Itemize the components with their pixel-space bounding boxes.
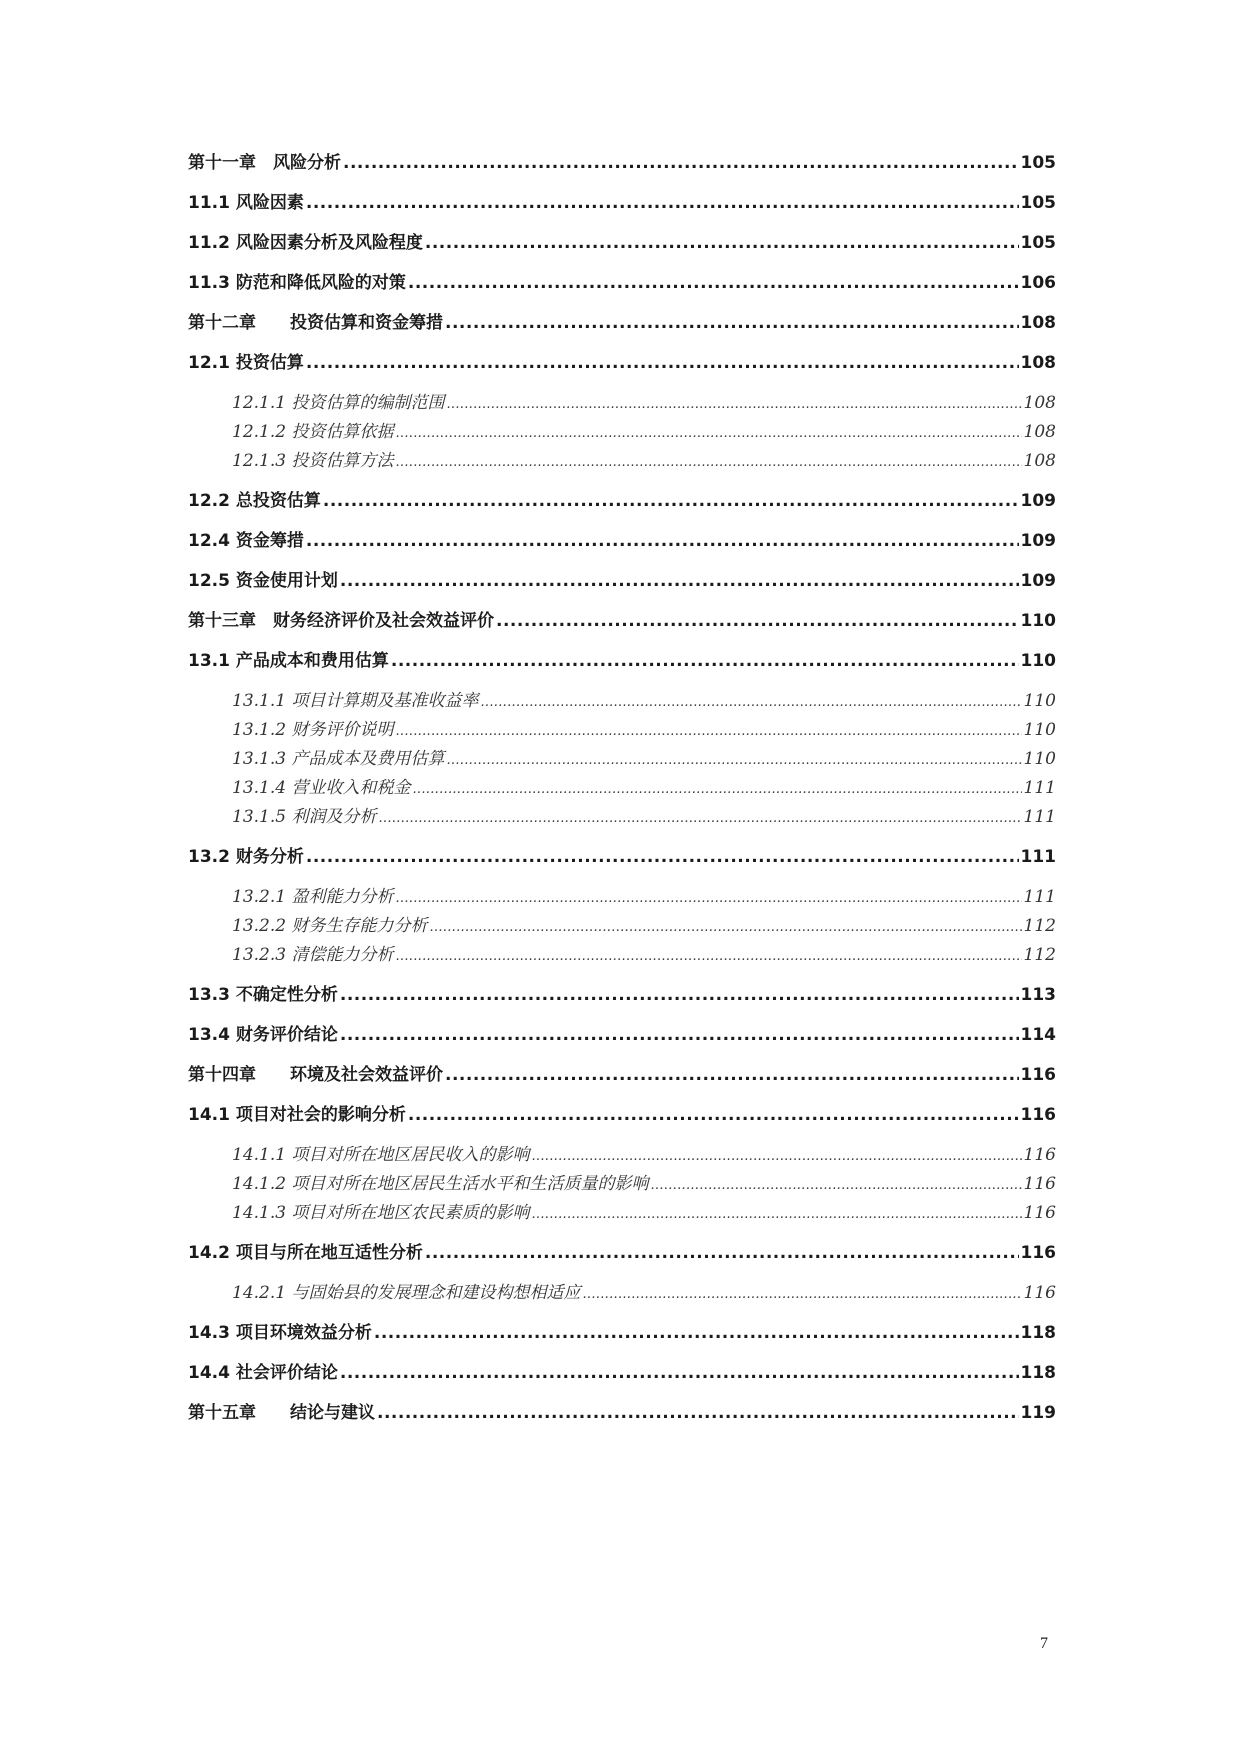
toc-section[interactable] — [188, 982, 1056, 1008]
toc-entry-page: 109 — [1020, 571, 1056, 591]
toc-entry-title: 13.2.3 清偿能力分析 — [232, 945, 394, 965]
toc-entry-page: 116 — [1023, 1174, 1056, 1194]
toc-entry-title: 13.4 财务评价结论 — [188, 1025, 338, 1045]
toc-entry-title: 11.3 防范和降低风险的对策 — [188, 273, 406, 293]
toc-dot-leader — [340, 1022, 1019, 1048]
toc-entry-page: 114 — [1020, 1025, 1056, 1045]
toc-entry-title: 第十四章 环境及社会效益评价 — [188, 1065, 443, 1085]
toc-entry-title: 13.2.2 财务生存能力分析 — [232, 916, 428, 936]
toc-subentry[interactable] — [188, 390, 1056, 416]
toc-entry-title: 第十三章 财务经济评价及社会效益评价 — [188, 611, 494, 631]
toc-entry-title: 第十二章 投资估算和资金筹措 — [188, 313, 443, 333]
toc-dot-leader — [395, 886, 1021, 912]
toc-entry-page: 111 — [1023, 807, 1056, 827]
toc-entry-page: 108 — [1020, 313, 1056, 333]
toc-entry-page: 110 — [1023, 720, 1056, 740]
page-number: 7 — [1040, 1635, 1048, 1652]
toc-entry-title: 14.1.3 项目对所在地区农民素质的影响 — [232, 1203, 530, 1223]
toc-entry-page: 108 — [1023, 393, 1056, 413]
toc-subentry[interactable] — [188, 1142, 1056, 1168]
toc-entry-page: 116 — [1023, 1145, 1056, 1165]
toc-entry-title: 13.2 财务分析 — [188, 847, 304, 867]
toc-section[interactable] — [188, 1320, 1056, 1346]
toc-entry-page: 118 — [1020, 1363, 1056, 1383]
toc-dot-leader — [306, 350, 1019, 376]
toc-dot-leader — [408, 270, 1019, 296]
toc-chapter[interactable] — [188, 1400, 1056, 1426]
toc-entry-page: 116 — [1020, 1065, 1056, 1085]
toc-subentry[interactable] — [188, 688, 1056, 714]
toc-section[interactable] — [188, 1240, 1056, 1266]
toc-section[interactable] — [188, 1102, 1056, 1128]
toc-entry-page: 112 — [1023, 916, 1056, 936]
toc-dot-leader — [323, 488, 1019, 514]
toc-entry-page: 105 — [1020, 153, 1056, 173]
toc-dot-leader — [306, 844, 1019, 870]
toc-entry-title: 14.1.1 项目对所在地区居民收入的影响 — [232, 1145, 530, 1165]
toc-dot-leader — [343, 150, 1019, 176]
toc-section[interactable] — [188, 1022, 1056, 1048]
toc-entry-title: 13.1.1 项目计算期及基准收益率 — [232, 691, 479, 711]
toc-entry-title: 13.1.3 产品成本及费用估算 — [232, 749, 445, 769]
toc-section[interactable] — [188, 568, 1056, 594]
toc-dot-leader — [391, 648, 1019, 674]
toc-dot-leader — [395, 944, 1021, 970]
toc-entry-page: 110 — [1023, 749, 1056, 769]
toc-subentry[interactable] — [188, 913, 1056, 939]
toc-subentry[interactable] — [188, 1200, 1056, 1226]
toc-subentry[interactable] — [188, 775, 1056, 801]
toc-dot-leader — [445, 310, 1019, 336]
toc-dot-leader — [408, 1102, 1019, 1128]
toc-entry-page: 108 — [1023, 422, 1056, 442]
toc-entry-page: 118 — [1020, 1323, 1056, 1343]
toc-entry-page: 109 — [1020, 491, 1056, 511]
toc-section[interactable] — [188, 844, 1056, 870]
toc-subentry[interactable] — [188, 448, 1056, 474]
toc-entry-page: 116 — [1020, 1105, 1056, 1125]
toc-subentry[interactable] — [188, 746, 1056, 772]
toc-dot-leader — [446, 392, 1021, 418]
toc-entry-page: 110 — [1020, 651, 1056, 671]
toc-dot-leader — [496, 608, 1019, 634]
toc-dot-leader — [395, 421, 1021, 447]
toc-entry-title: 12.2 总投资估算 — [188, 491, 321, 511]
toc-entry-page: 106 — [1020, 273, 1056, 293]
toc-entry-title: 12.4 资金筹措 — [188, 531, 304, 551]
toc-dot-leader — [395, 450, 1021, 476]
toc-dot-leader — [395, 719, 1021, 745]
toc-dot-leader — [412, 777, 1021, 803]
toc-entry-page: 116 — [1023, 1283, 1056, 1303]
toc-section[interactable] — [188, 528, 1056, 554]
toc-entry-page: 105 — [1020, 233, 1056, 253]
toc-dot-leader — [306, 528, 1019, 554]
toc-subentry[interactable] — [188, 1171, 1056, 1197]
toc-entry-title: 13.1.2 财务评价说明 — [232, 720, 394, 740]
toc-entry-title: 13.1 产品成本和费用估算 — [188, 651, 389, 671]
toc-subentry[interactable] — [188, 717, 1056, 743]
toc-dot-leader — [445, 1062, 1019, 1088]
toc-entry-title: 12.1.3 投资估算方法 — [232, 451, 394, 471]
toc-dot-leader — [446, 748, 1021, 774]
toc-dot-leader — [531, 1144, 1021, 1170]
toc-entry-title: 14.1.2 项目对所在地区居民生活水平和生活质量的影响 — [232, 1174, 649, 1194]
toc-subentry[interactable] — [188, 804, 1056, 830]
toc-entry-title: 12.1.1 投资估算的编制范围 — [232, 393, 445, 413]
toc-entry-page: 110 — [1023, 691, 1056, 711]
toc-subentry[interactable] — [188, 884, 1056, 910]
toc-chapter[interactable] — [188, 150, 1056, 176]
toc-entry-page: 111 — [1023, 778, 1056, 798]
toc-entry-title: 13.3 不确定性分析 — [188, 985, 338, 1005]
toc-entry-title: 第十一章 风险分析 — [188, 153, 341, 173]
toc-dot-leader — [425, 230, 1019, 256]
toc-entry-title: 13.2.1 盈利能力分析 — [232, 887, 394, 907]
toc-chapter[interactable] — [188, 310, 1056, 336]
toc-section[interactable] — [188, 488, 1056, 514]
toc-dot-leader — [340, 1360, 1019, 1386]
toc-entry-title: 第十五章 结论与建议 — [188, 1403, 375, 1423]
toc-subentry[interactable] — [188, 1280, 1056, 1306]
toc-entry-page: 116 — [1020, 1243, 1056, 1263]
toc-entry-title: 13.1.4 营业收入和税金 — [232, 778, 411, 798]
toc-entry-title: 13.1.5 利润及分析 — [232, 807, 377, 827]
toc-entry-title: 11.1 风险因素 — [188, 193, 304, 213]
toc-entry-title: 12.5 资金使用计划 — [188, 571, 338, 591]
toc-entry-title: 14.4 社会评价结论 — [188, 1363, 338, 1383]
toc-dot-leader — [480, 690, 1021, 716]
toc-entry-page: 112 — [1023, 945, 1056, 965]
toc-dot-leader — [340, 568, 1019, 594]
toc-dot-leader — [378, 806, 1021, 832]
toc-section[interactable] — [188, 190, 1056, 216]
toc-entry-page: 108 — [1020, 353, 1056, 373]
toc-entry-page: 119 — [1020, 1403, 1056, 1423]
toc-dot-leader — [306, 190, 1019, 216]
toc-chapter[interactable] — [188, 1062, 1056, 1088]
toc-entry-page: 113 — [1020, 985, 1056, 1005]
toc-entry-title: 14.2.1 与固始县的发展理念和建设构想相适应 — [232, 1283, 581, 1303]
toc-dot-leader — [429, 915, 1021, 941]
toc-entry-title: 14.1 项目对社会的影响分析 — [188, 1105, 406, 1125]
toc-entry-title: 14.2 项目与所在地互适性分析 — [188, 1243, 423, 1263]
toc-entry-page: 116 — [1023, 1203, 1056, 1223]
toc-entry-title: 12.1.2 投资估算依据 — [232, 422, 394, 442]
toc-dot-leader — [531, 1202, 1021, 1228]
toc-dot-leader — [650, 1173, 1021, 1199]
toc-entry-page: 108 — [1023, 451, 1056, 471]
toc-chapter[interactable] — [188, 608, 1056, 634]
toc-subentry[interactable] — [188, 942, 1056, 968]
toc-section[interactable] — [188, 1360, 1056, 1386]
toc-entry-page: 111 — [1023, 887, 1056, 907]
toc-entry-page: 110 — [1020, 611, 1056, 631]
toc-dot-leader — [377, 1400, 1019, 1426]
toc-section[interactable] — [188, 648, 1056, 674]
toc-entry-title: 14.3 项目环境效益分析 — [188, 1323, 372, 1343]
toc-entry-page: 109 — [1020, 531, 1056, 551]
toc-entry-title: 12.1 投资估算 — [188, 353, 304, 373]
toc-section[interactable] — [188, 230, 1056, 256]
toc-entry-page: 111 — [1020, 847, 1056, 867]
toc-dot-leader — [374, 1320, 1019, 1346]
toc-entry-page: 105 — [1020, 193, 1056, 213]
toc-section[interactable] — [188, 350, 1056, 376]
toc-subentry[interactable] — [188, 419, 1056, 445]
toc-section[interactable] — [188, 270, 1056, 296]
toc-dot-leader — [340, 982, 1019, 1008]
toc-dot-leader — [425, 1240, 1019, 1266]
toc-entry-title: 11.2 风险因素分析及风险程度 — [188, 233, 423, 253]
toc-dot-leader — [582, 1282, 1021, 1308]
